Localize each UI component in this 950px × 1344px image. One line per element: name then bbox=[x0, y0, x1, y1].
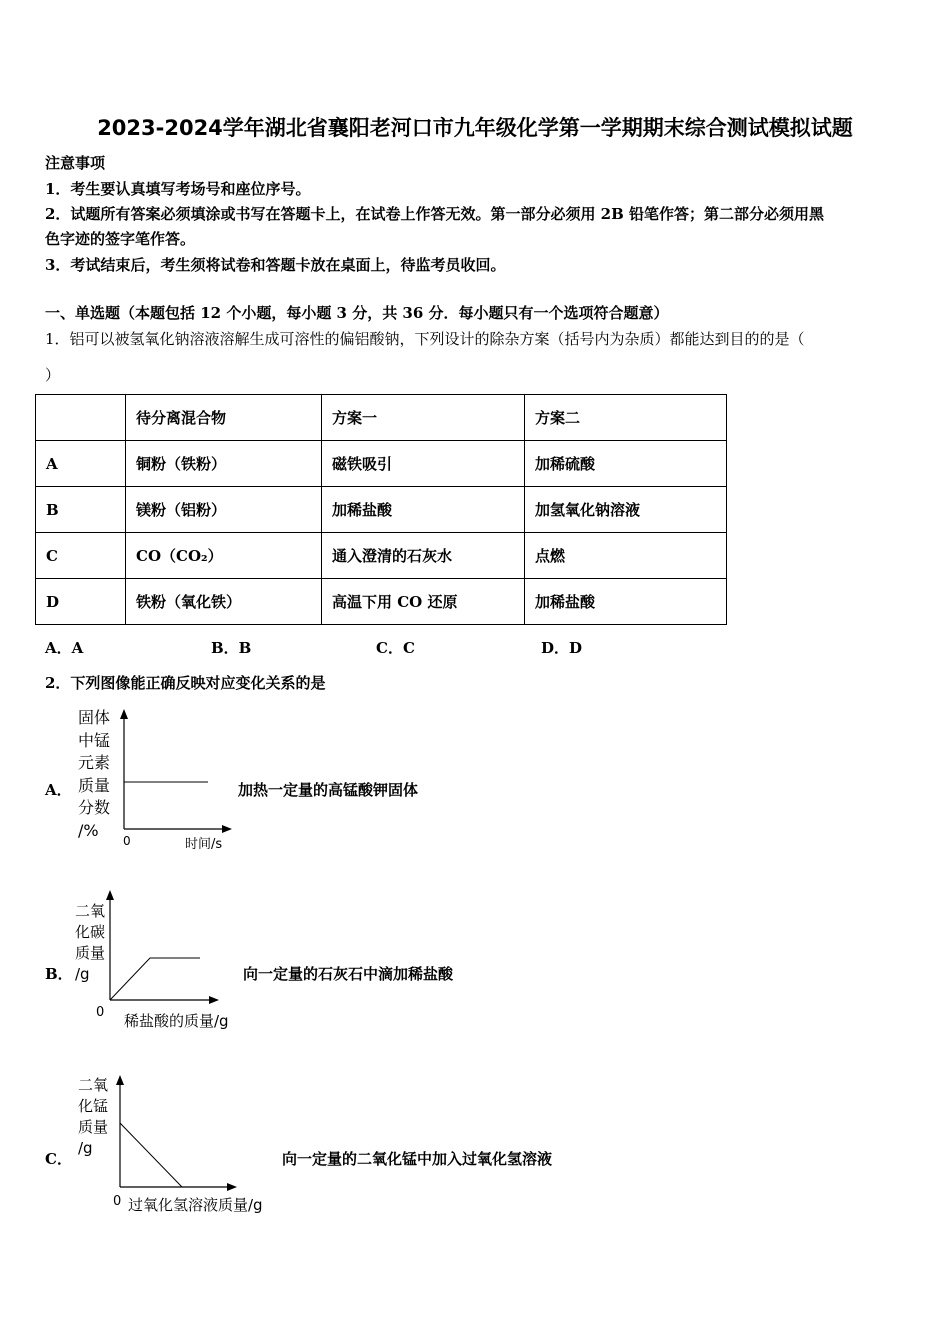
graph-b-desc: 向一定量的石灰石中滴加稀盐酸 bbox=[243, 965, 454, 983]
q2-stem: 2．下列图像能正确反映对应变化关系的是 bbox=[45, 674, 326, 692]
ylabel-line: 质量 bbox=[78, 775, 111, 795]
graph-c-origin: 0 bbox=[113, 1194, 122, 1209]
table-cell: 点燃 bbox=[525, 533, 727, 579]
table-row bbox=[36, 533, 727, 579]
table-cell: 铁粉（氧化铁） bbox=[126, 579, 322, 625]
table-header: 待分离混合物 bbox=[126, 395, 322, 441]
x-axis-arrow bbox=[227, 1183, 237, 1191]
table-cell: CO（CO₂） bbox=[126, 533, 322, 579]
table-header: 方案一 bbox=[322, 395, 525, 441]
table-cell: 磁铁吸引 bbox=[322, 441, 525, 487]
table-cell: C bbox=[36, 533, 126, 579]
ylabel-line: /g bbox=[75, 965, 90, 983]
notice-item: 3．考试结束后，考生须将试卷和答题卡放在桌面上，待监考员收回。 bbox=[45, 256, 506, 274]
table-cell: 加稀盐酸 bbox=[525, 579, 727, 625]
y-axis-arrow bbox=[116, 1075, 124, 1085]
graph-a-origin: 0 bbox=[123, 834, 131, 848]
table-cell bbox=[36, 395, 126, 441]
graph-a-desc: 加热一定量的高锰酸钾固体 bbox=[238, 781, 419, 799]
graph-a bbox=[110, 705, 240, 840]
table-cell: B bbox=[36, 487, 126, 533]
table-cell: D bbox=[36, 579, 126, 625]
ylabel-line: 中锰 bbox=[78, 730, 111, 750]
graph-a-letter: A． bbox=[45, 781, 72, 799]
series-line bbox=[110, 958, 200, 1000]
series-line bbox=[120, 1123, 182, 1187]
table-cell: 加稀硫酸 bbox=[525, 441, 727, 487]
ylabel-line: 固体 bbox=[78, 708, 111, 727]
q1-table bbox=[35, 394, 727, 625]
ylabel-line: 分数 bbox=[78, 798, 111, 817]
x-axis-arrow bbox=[209, 996, 219, 1004]
y-axis-arrow bbox=[106, 890, 114, 900]
section-heading: 一、单选题（本题包括 12 个小题，每小题 3 分，共 36 分．每小题只有一个选项符合题意） bbox=[45, 304, 669, 322]
table-row bbox=[36, 441, 727, 487]
graph-b-xlabel: 稀盐酸的质量/g bbox=[124, 1012, 229, 1030]
graph-c bbox=[110, 1070, 250, 1195]
graph-a-xlabel: 时间/s bbox=[185, 837, 223, 852]
graph-b-origin: 0 bbox=[96, 1005, 105, 1020]
table-header: 方案二 bbox=[525, 395, 727, 441]
ylabel-line: 二氧 bbox=[78, 1076, 109, 1094]
table-cell: 高温下用 CO 还原 bbox=[322, 579, 525, 625]
ylabel-line: /% bbox=[78, 820, 99, 840]
table-row bbox=[36, 487, 727, 533]
graph-c-desc: 向一定量的二氧化锰中加入过氧化氢溶液 bbox=[282, 1150, 553, 1168]
ylabel-line: 化碳 bbox=[75, 923, 106, 941]
graph-b bbox=[100, 887, 230, 1007]
table-cell: 铜粉（铁粉） bbox=[126, 441, 322, 487]
table-cell: 通入澄清的石灰水 bbox=[322, 533, 525, 579]
ylabel-line: 质量 bbox=[75, 944, 106, 962]
graph-b-letter: B． bbox=[45, 965, 73, 983]
notice-item: 1．考生要认真填写考场号和座位序号。 bbox=[45, 180, 311, 198]
x-axis-arrow bbox=[222, 825, 232, 833]
y-axis-arrow bbox=[120, 709, 128, 719]
table-cell: 镁粉（铝粉） bbox=[126, 487, 322, 533]
table-cell: 加稀盐酸 bbox=[322, 487, 525, 533]
q1-stem-end: ） bbox=[45, 366, 61, 384]
ylabel-line: 元素 bbox=[78, 753, 111, 772]
ylabel-line: 化锰 bbox=[78, 1097, 109, 1115]
graph-c-letter: C． bbox=[45, 1150, 72, 1168]
answer-option-b: B．B bbox=[211, 639, 252, 657]
answer-option-a: A．A bbox=[45, 639, 84, 657]
table-header-row bbox=[36, 395, 727, 441]
ylabel-line: 二氧 bbox=[75, 902, 106, 920]
answer-option-d: D．D bbox=[541, 639, 583, 657]
q1-stem: 1．铝可以被氢氧化钠溶液溶解生成可溶性的偏铝酸钠，下列设计的除杂方案（括号内为杂质）都能达到目的的是（ bbox=[45, 330, 805, 348]
notice-item: 2．试题所有答案必须填涂或书写在答题卡上，在试卷上作答无效。第一部分必须用 2B 铅笔作答；第二部分必须用黑 bbox=[45, 205, 825, 223]
table-cell: A bbox=[36, 441, 126, 487]
answer-option-c: C．C bbox=[376, 639, 415, 657]
ylabel-line: 质量 bbox=[78, 1118, 109, 1136]
page-title: 2023-2024学年湖北省襄阳老河口市九年级化学第一学期期末综合测试模拟试题 bbox=[97, 116, 853, 140]
notice-item: 色字迹的签字笔作答。 bbox=[45, 230, 196, 248]
table-row bbox=[36, 579, 727, 625]
notice-heading: 注意事项 bbox=[45, 154, 106, 172]
table-cell: 加氢氧化钠溶液 bbox=[525, 487, 727, 533]
graph-c-xlabel: 过氧化氢溶液质量/g bbox=[128, 1196, 263, 1214]
ylabel-line: /g bbox=[78, 1139, 93, 1157]
